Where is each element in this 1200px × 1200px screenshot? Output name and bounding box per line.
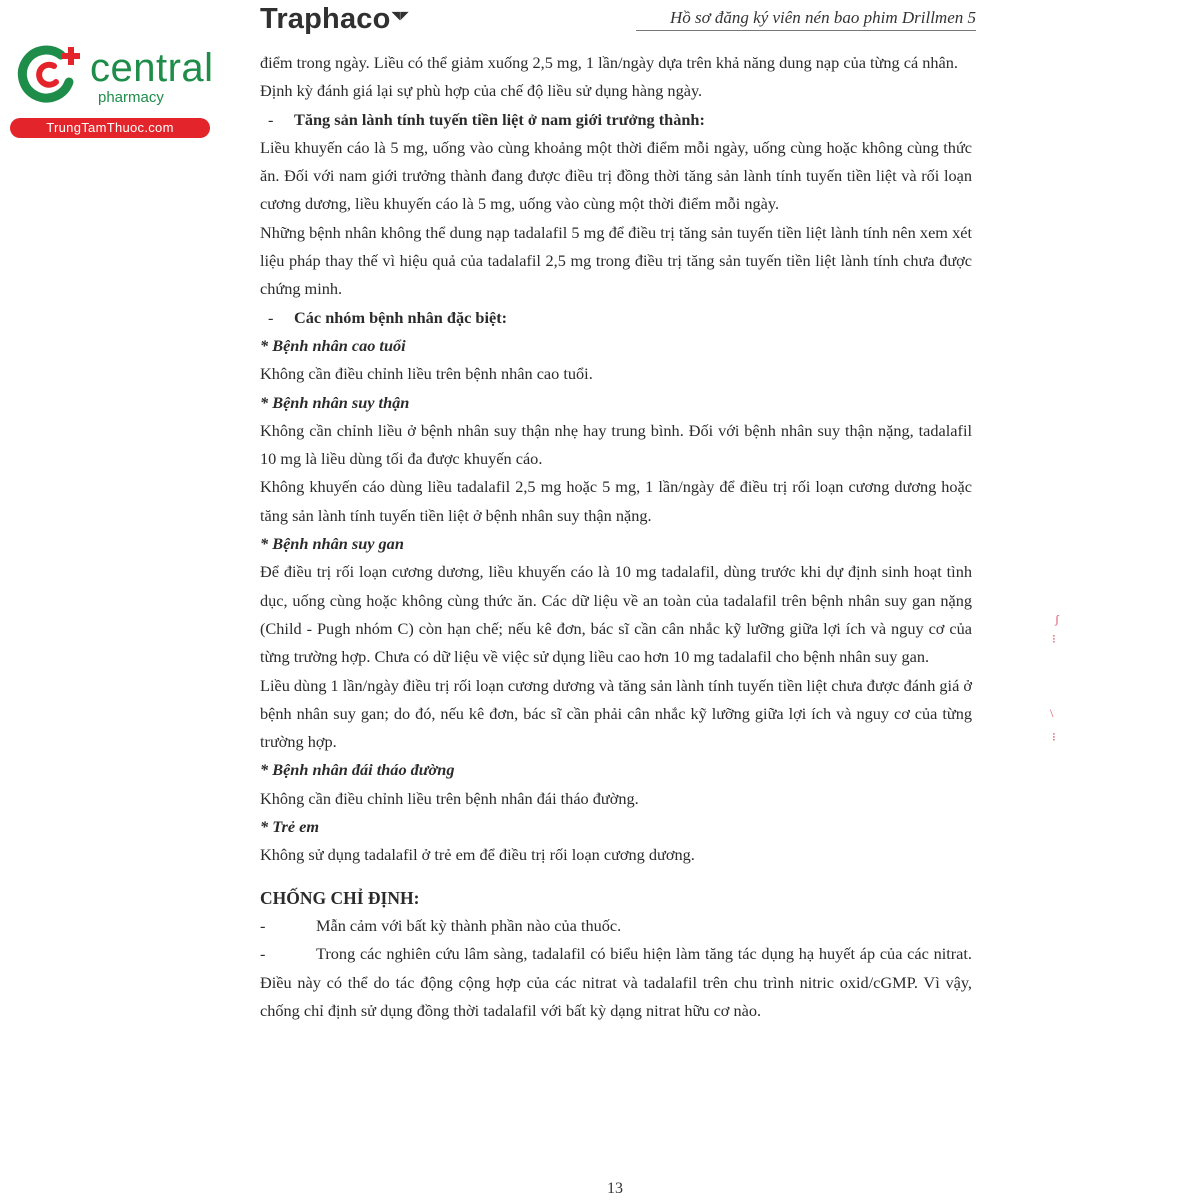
section-heading-bph — [260, 106, 972, 134]
brand-url-badge: TrungTamThuoc.com — [10, 118, 210, 138]
dash-marker: - — [260, 915, 266, 935]
document-body — [260, 49, 972, 1025]
document-header: Hồ sơ đăng ký viên nén bao phim Drillmen 5 — [636, 8, 976, 31]
section-heading-contraindications: CHỐNG CHỈ ĐỊNH: — [260, 887, 420, 908]
paragraph: Những bệnh nhân không thể dung nạp tadalafil 5 mg để điều trị tăng sản tuyến tiền liệt lành tính nên xem xét liệu pháp thay thế vì hiệu quả của tadalafil 2,5 mg trong điều trị tăng sản tuyến tiền liệt lành tính chưa được chứng minh. — [260, 222, 972, 299]
subheading-children: * Trẻ em — [260, 817, 320, 837]
margin-mark: ⁝ — [1052, 632, 1056, 646]
paragraph: Không sử dụng tadalafil ở trẻ em để điều trị rối loạn cương dương. — [260, 845, 695, 865]
paragraph: Liều khuyến cáo là 5 mg, uống vào cùng khoảng một thời điểm mỗi ngày, uống cùng hoặc không cùng thức ăn. Đối với nam giới trưởng thành đang được điều trị đồng thời tăng sản lành tính tuyến tiền liệt và rối loạn cương dương, liều khuyến cáo là 5 mg, uống vào cùng một thời điểm mỗi ngày. — [260, 137, 972, 214]
central-pharmacy-logo-icon — [14, 38, 88, 112]
paragraph: Liều dùng 1 lần/ngày điều trị rối loạn cương dương và tăng sản lành tính tuyến tiền liệt chưa được đánh giá ở bệnh nhân suy gan; do đó, nếu kê đơn, bác sĩ cần phải cân nhắc kỹ lưỡng giữa lợi ích và nguy cơ của từng trường hợp. — [260, 675, 972, 752]
margin-mark: ⁝ — [1052, 730, 1056, 744]
subheading-elderly: * Bệnh nhân cao tuổi — [260, 335, 406, 355]
list-item — [260, 912, 972, 940]
paragraph: Không khuyến cáo dùng liều tadalafil 2,5 mg hoặc 5 mg, 1 lần/ngày để điều trị rối loạn cương dương hoặc tăng sản lành tính tuyến tiền liệt ở bệnh nhân suy thận nặng. — [260, 477, 972, 525]
paragraph: Không cần chỉnh liều ở bệnh nhân suy thận nhẹ hay trung bình. Đối với bệnh nhân suy thận nặng, tadalafil 10 mg là liều dùng tối đa được khuyến cáo. — [260, 420, 972, 469]
paragraph: Để điều trị rối loạn cương dương, liều khuyến cáo là 10 mg tadalafil, dùng trước khi dự định sinh hoạt tình dục, uống cùng hoặc không cùng thức ăn. Các dữ liệu về an toàn của tadalafil trên bệnh nhân suy gan nặng (Child - Pugh nhóm C) còn hạn chế; nếu kê đơn, bác sĩ cần cân nhắc kỹ lưỡng giữa lợi ích và nguy cơ của từng trường hợp. Chưa có dữ liệu về việc sử dụng liều cao hơn 10 mg tadalafil cho bệnh nhân suy gan. — [260, 562, 972, 667]
page-number: 13 — [607, 1180, 623, 1197]
brand-name: central — [90, 46, 214, 90]
heading-text: Các nhóm bệnh nhân đặc biệt: — [294, 307, 508, 327]
subheading-renal: * Bệnh nhân suy thận — [260, 392, 410, 412]
paragraph: Không cần điều chỉnh liều trên bệnh nhân cao tuổi. — [260, 364, 593, 384]
list-item-text: Mẫn cảm với bất kỳ thành phần nào của thuốc. — [316, 915, 622, 935]
paragraph: Không cần điều chỉnh liều trên bệnh nhân đái tháo đường. — [260, 788, 639, 808]
subheading-hepatic: * Bệnh nhân suy gan — [260, 534, 404, 554]
heading-text: Tăng sản lành tính tuyến tiền liệt ở nam giới trưởng thành: — [294, 109, 705, 129]
margin-mark: \ — [1050, 706, 1054, 720]
traphaco-logo-text: Traphaco — [260, 3, 391, 35]
brand-subtitle: pharmacy — [98, 89, 164, 106]
list-item — [260, 940, 972, 1025]
dash-marker: - — [260, 944, 266, 964]
dash-marker: - — [268, 307, 274, 327]
subheading-diabetes: * Bệnh nhân đái tháo đường — [260, 760, 455, 780]
section-heading-special — [260, 304, 972, 332]
paragraph: điểm trong ngày. Liều có thể giảm xuống 2,5 mg, 1 lần/ngày dựa trên khả năng dung nạp của từng cá nhân. — [260, 53, 958, 72]
margin-mark: ʃ — [1055, 612, 1059, 626]
traphaco-logo — [260, 3, 409, 36]
paragraph: Định kỳ đánh giá lại sự phù hợp của chế độ liều sử dụng hàng ngày. — [260, 81, 703, 101]
central-pharmacy-watermark — [10, 38, 215, 138]
traphaco-mark-icon: ◥◤ — [391, 10, 409, 22]
list-item-text: Trong các nghiên cứu lâm sàng, tadalafil có biểu hiện làm tăng tác dụng hạ huyết áp của các nitrat. Điều này có thể do tác động cộng hợp của các nitrat và tadalafil trên chu trình nitric oxid/cGMP. Vì vậy, chống chỉ định sử dụng đồng thời tadalafil với bất kỳ dạng nitrat hữu cơ nào. — [260, 944, 972, 1020]
dash-marker: - — [268, 109, 274, 129]
